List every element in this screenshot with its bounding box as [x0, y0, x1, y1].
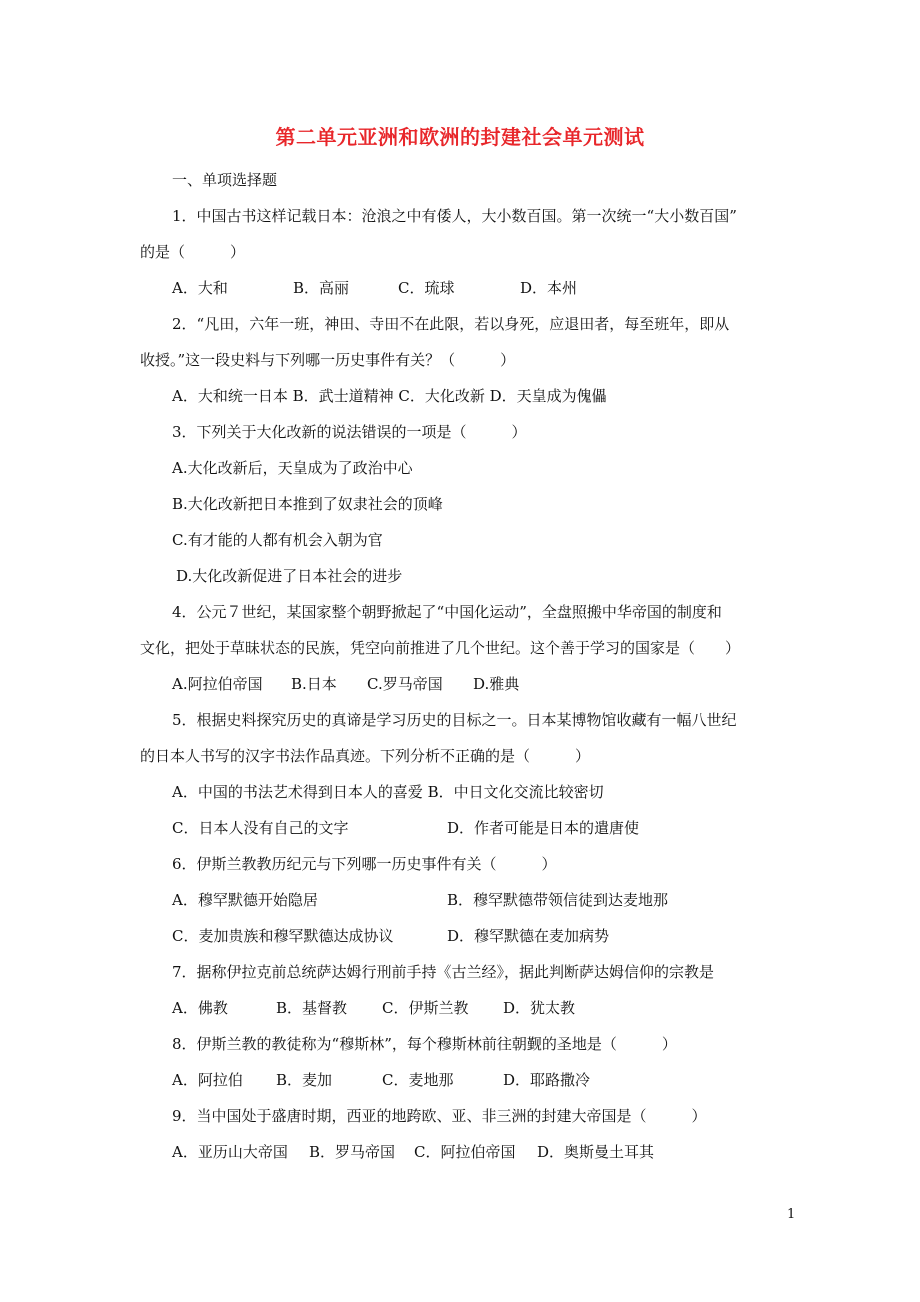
question-2-stem-line-1: 2．“凡田，六年一班，神田、寺田不在此限，若以身死，应退田者，每至班年，即从 [172, 315, 730, 333]
question-8-option-d: D．耶路撒冷 [503, 1071, 591, 1089]
question-7-option-d: D．犹太教 [503, 999, 576, 1017]
question-4-option-d: D.雅典 [473, 675, 520, 693]
question-5-stem-line-1: 5．根据史料探究历史的真谛是学习历史的目标之一。日本某博物馆收藏有一幅八世纪 [172, 711, 737, 729]
question-6-option-c: C．麦加贵族和穆罕默德达成协议 [172, 927, 394, 945]
question-7-stem: 7．据称伊拉克前总统萨达姆行刑前手持《古兰经》，据此判断萨达姆信仰的宗教是 [172, 963, 715, 981]
question-4-option-c: C.罗马帝国 [367, 675, 443, 693]
question-6-option-b: B．穆罕默德带领信徒到达麦地那 [447, 891, 669, 909]
question-6-stem: 6．伊斯兰教教历纪元与下列哪一历史事件有关（ ） [172, 855, 557, 873]
question-8-option-c: C．麦地那 [382, 1071, 454, 1089]
question-9-stem: 9．当中国处于盛唐时期，西亚的地跨欧、亚、非三洲的封建大帝国是（ ） [172, 1107, 707, 1125]
document-title: 第二单元亚洲和欧洲的封建社会单元测试 [275, 125, 645, 149]
question-5-option-c: C．日本人没有自己的文字 [172, 819, 349, 837]
question-6-option-a: A．穆罕默德开始隐居 [172, 891, 318, 909]
question-4-option-a: A.阿拉伯帝国 [172, 675, 263, 693]
question-6-option-d: D．穆罕默德在麦加病势 [447, 927, 610, 945]
question-1-option-b: B．高丽 [293, 279, 350, 297]
section-heading: 一、单项选择题 [172, 171, 278, 189]
question-1-option-d: D．本州 [520, 279, 578, 297]
question-9-option-c: C．阿拉伯帝国 [414, 1143, 516, 1161]
question-3-stem: 3．下列关于大化改新的说法错误的一项是（ ） [172, 423, 527, 441]
question-3-option-a: A.大化改新后，天皇成为了政治中心 [172, 459, 413, 477]
question-8-stem: 8．伊斯兰教的教徒称为“穆斯林”，每个穆斯林前往朝觐的圣地是（ ） [172, 1035, 677, 1053]
question-1-stem-line-2: 的是（ ） [140, 243, 246, 261]
question-5-stem-line-2: 的日本人书写的汉字书法作品真迹。下列分析不正确的是（ ） [140, 747, 591, 765]
question-7-option-c: C．伊斯兰教 [382, 999, 469, 1017]
question-5-options-ab: A．中国的书法艺术得到日本人的喜爱 B．中日文化交流比较密切 [172, 783, 604, 801]
question-7-option-a: A．佛教 [172, 999, 228, 1017]
question-4-stem-line-2: 文化，把处于草昧状态的民族，凭空向前推进了几个世纪。这个善于学习的国家是（ ） [140, 639, 741, 657]
question-3-option-b: B.大化改新把日本推到了奴隶社会的顶峰 [172, 495, 443, 513]
question-9-option-b: B．罗马帝国 [309, 1143, 396, 1161]
question-4-stem-line-1: 4．公元７世纪，某国家整个朝野掀起了“中国化运动”，全盘照搬中华帝国的制度和 [172, 603, 722, 621]
question-3-option-d: D.大化改新促进了日本社会的进步 [176, 567, 403, 585]
question-7-option-b: B．基督教 [276, 999, 348, 1017]
question-1-stem-line-1: 1．中国古书这样记载日本：沧浪之中有倭人，大小数百国。第一次统一“大小数百国” [172, 207, 737, 225]
question-8-option-b: B．麦加 [276, 1071, 333, 1089]
question-2-options: A．大和统一日本 B．武士道精神 C．大化改新 D．天皇成为傀儡 [172, 387, 607, 405]
question-5-option-d: D．作者可能是日本的遣唐使 [447, 819, 640, 837]
question-3-option-c: C.有才能的人都有机会入朝为官 [172, 531, 383, 549]
question-2-stem-line-2: 收授。”这一段史料与下列哪一历史事件有关？（ ） [140, 351, 516, 369]
question-9-option-d: D．奥斯曼土耳其 [537, 1143, 655, 1161]
page-number: 1 [787, 1207, 796, 1222]
question-1-option-a: A．大和 [172, 279, 228, 297]
question-9-option-a: A．亚历山大帝国 [172, 1143, 288, 1161]
question-4-option-b: B.日本 [291, 675, 337, 693]
question-8-option-a: A．阿拉伯 [172, 1071, 243, 1089]
question-1-option-c: C．琉球 [398, 279, 455, 297]
